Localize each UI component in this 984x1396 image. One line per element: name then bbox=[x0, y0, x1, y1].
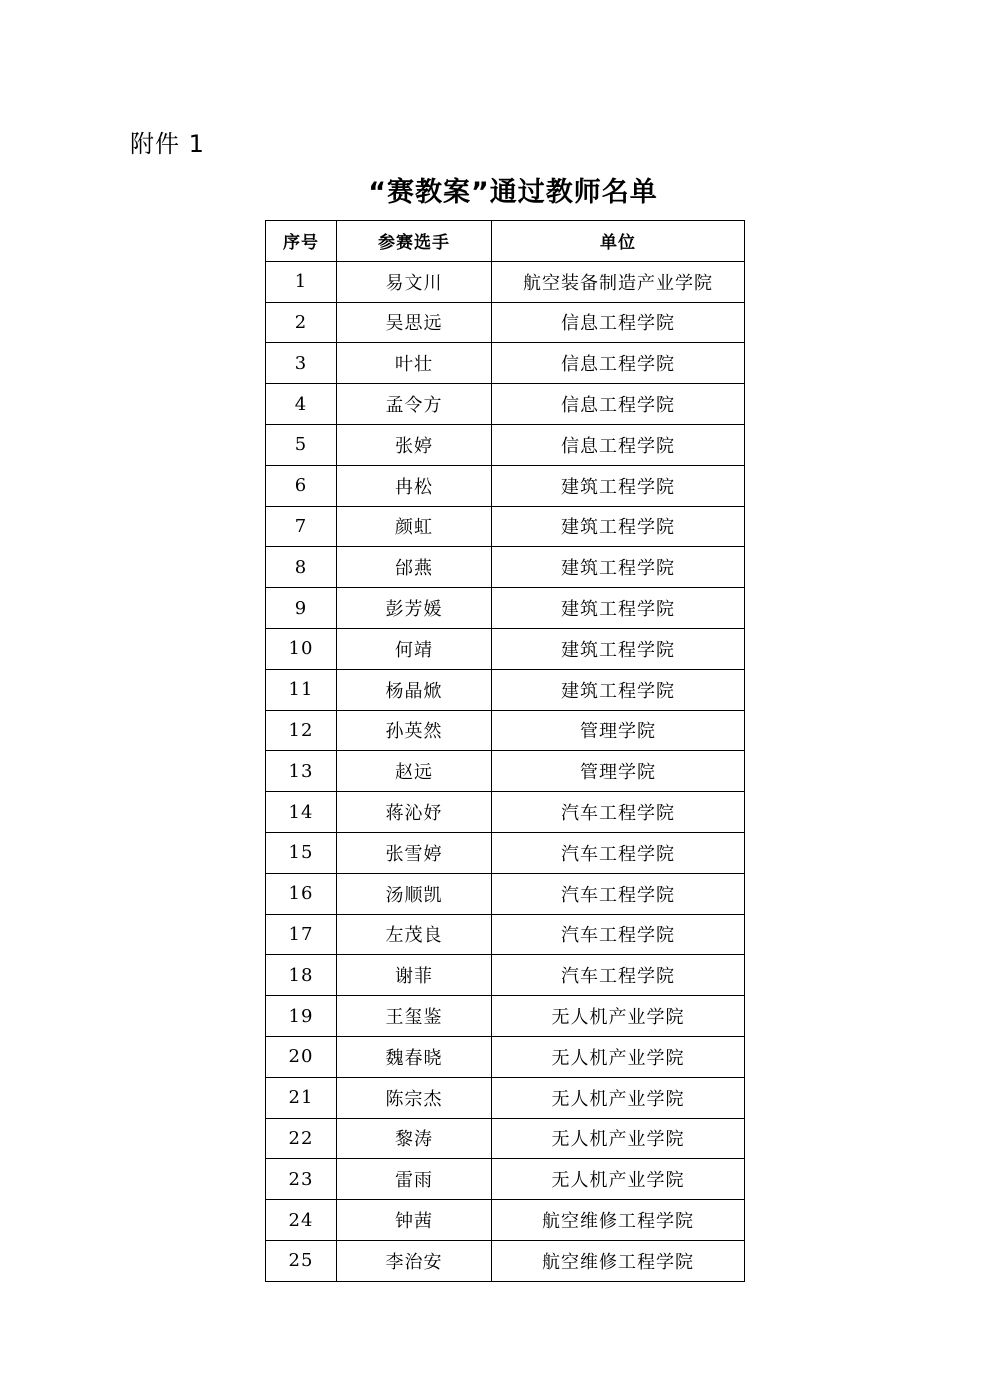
table-row bbox=[266, 873, 745, 914]
row-number: 1 bbox=[266, 261, 337, 302]
table-row bbox=[266, 302, 745, 343]
table-row bbox=[266, 751, 745, 792]
row-number: 12 bbox=[266, 710, 337, 751]
table-row bbox=[266, 1077, 745, 1118]
row-number: 11 bbox=[266, 669, 337, 710]
table-row bbox=[266, 669, 745, 710]
row-participant-name: 彭芳媛 bbox=[337, 588, 492, 629]
row-participant-name: 雷雨 bbox=[337, 1159, 492, 1200]
row-participant-name: 张雪婷 bbox=[337, 832, 492, 873]
row-participant-name: 钟茜 bbox=[337, 1200, 492, 1241]
row-participant-name: 左茂良 bbox=[337, 914, 492, 955]
page-title: “赛教案”通过教师名单 bbox=[368, 177, 658, 208]
row-number: 23 bbox=[266, 1159, 337, 1200]
row-unit: 航空装备制造产业学院 bbox=[492, 261, 745, 302]
row-unit: 汽车工程学院 bbox=[492, 873, 745, 914]
header-number: 序号 bbox=[266, 221, 337, 262]
row-number: 6 bbox=[266, 465, 337, 506]
row-number: 2 bbox=[266, 302, 337, 343]
table-row bbox=[266, 996, 745, 1037]
table-row bbox=[266, 914, 745, 955]
row-unit: 建筑工程学院 bbox=[492, 465, 745, 506]
row-number: 22 bbox=[266, 1118, 337, 1159]
row-unit: 汽车工程学院 bbox=[492, 914, 745, 955]
header-row bbox=[266, 221, 745, 262]
table-header bbox=[266, 221, 745, 262]
row-number: 19 bbox=[266, 996, 337, 1037]
table-row bbox=[266, 343, 745, 384]
table-row bbox=[266, 384, 745, 425]
row-unit: 建筑工程学院 bbox=[492, 628, 745, 669]
table-row bbox=[266, 1118, 745, 1159]
row-participant-name: 李治安 bbox=[337, 1240, 492, 1281]
row-participant-name: 孟令方 bbox=[337, 384, 492, 425]
row-participant-name: 赵远 bbox=[337, 751, 492, 792]
row-participant-name: 汤顺凯 bbox=[337, 873, 492, 914]
row-unit: 信息工程学院 bbox=[492, 302, 745, 343]
header-unit: 单位 bbox=[492, 221, 745, 262]
row-participant-name: 叶壮 bbox=[337, 343, 492, 384]
row-number: 16 bbox=[266, 873, 337, 914]
row-unit: 航空维修工程学院 bbox=[492, 1240, 745, 1281]
row-number: 4 bbox=[266, 384, 337, 425]
row-number: 25 bbox=[266, 1240, 337, 1281]
row-unit: 无人机产业学院 bbox=[492, 1077, 745, 1118]
row-number: 18 bbox=[266, 955, 337, 996]
row-number: 24 bbox=[266, 1200, 337, 1241]
row-participant-name: 黎涛 bbox=[337, 1118, 492, 1159]
teacher-roster-table bbox=[265, 220, 745, 1282]
row-unit: 无人机产业学院 bbox=[492, 1159, 745, 1200]
row-unit: 信息工程学院 bbox=[492, 424, 745, 465]
row-participant-name: 谢菲 bbox=[337, 955, 492, 996]
row-participant-name: 魏春晓 bbox=[337, 1036, 492, 1077]
table-row bbox=[266, 261, 745, 302]
table-row bbox=[266, 465, 745, 506]
row-participant-name: 张婷 bbox=[337, 424, 492, 465]
table-row bbox=[266, 710, 745, 751]
row-unit: 建筑工程学院 bbox=[492, 669, 745, 710]
row-participant-name: 杨晶焮 bbox=[337, 669, 492, 710]
row-unit: 无人机产业学院 bbox=[492, 1118, 745, 1159]
row-number: 21 bbox=[266, 1077, 337, 1118]
row-unit: 信息工程学院 bbox=[492, 384, 745, 425]
table-row bbox=[266, 424, 745, 465]
header-participant: 参赛选手 bbox=[337, 221, 492, 262]
row-unit: 信息工程学院 bbox=[492, 343, 745, 384]
row-participant-name: 冉松 bbox=[337, 465, 492, 506]
row-participant-name: 吴思远 bbox=[337, 302, 492, 343]
row-unit: 无人机产业学院 bbox=[492, 996, 745, 1037]
row-number: 9 bbox=[266, 588, 337, 629]
row-participant-name: 王玺鉴 bbox=[337, 996, 492, 1037]
row-participant-name: 何靖 bbox=[337, 628, 492, 669]
row-participant-name: 易文川 bbox=[337, 261, 492, 302]
row-number: 17 bbox=[266, 914, 337, 955]
row-number: 10 bbox=[266, 628, 337, 669]
row-unit: 汽车工程学院 bbox=[492, 832, 745, 873]
table-row bbox=[266, 832, 745, 873]
row-unit: 管理学院 bbox=[492, 710, 745, 751]
row-participant-name: 邰燕 bbox=[337, 547, 492, 588]
row-participant-name: 蒋沁妤 bbox=[337, 792, 492, 833]
attachment-label: 附件 1 bbox=[130, 130, 205, 158]
row-unit: 建筑工程学院 bbox=[492, 506, 745, 547]
row-number: 5 bbox=[266, 424, 337, 465]
table-row bbox=[266, 1240, 745, 1281]
table-row bbox=[266, 955, 745, 996]
row-number: 20 bbox=[266, 1036, 337, 1077]
row-unit: 建筑工程学院 bbox=[492, 547, 745, 588]
row-participant-name: 颜虹 bbox=[337, 506, 492, 547]
table-row bbox=[266, 588, 745, 629]
row-number: 7 bbox=[266, 506, 337, 547]
row-number: 8 bbox=[266, 547, 337, 588]
row-number: 14 bbox=[266, 792, 337, 833]
row-participant-name: 孙英然 bbox=[337, 710, 492, 751]
row-unit: 无人机产业学院 bbox=[492, 1036, 745, 1077]
row-unit: 汽车工程学院 bbox=[492, 955, 745, 996]
table-row bbox=[266, 1159, 745, 1200]
row-unit: 汽车工程学院 bbox=[492, 792, 745, 833]
table-row bbox=[266, 547, 745, 588]
row-number: 15 bbox=[266, 832, 337, 873]
row-number: 3 bbox=[266, 343, 337, 384]
row-participant-name: 陈宗杰 bbox=[337, 1077, 492, 1118]
row-unit: 航空维修工程学院 bbox=[492, 1200, 745, 1241]
table-body bbox=[266, 261, 745, 1281]
table-row bbox=[266, 792, 745, 833]
table-row bbox=[266, 1036, 745, 1077]
row-unit: 建筑工程学院 bbox=[492, 588, 745, 629]
table-row bbox=[266, 1200, 745, 1241]
table-row bbox=[266, 506, 745, 547]
row-number: 13 bbox=[266, 751, 337, 792]
row-unit: 管理学院 bbox=[492, 751, 745, 792]
table-row bbox=[266, 628, 745, 669]
